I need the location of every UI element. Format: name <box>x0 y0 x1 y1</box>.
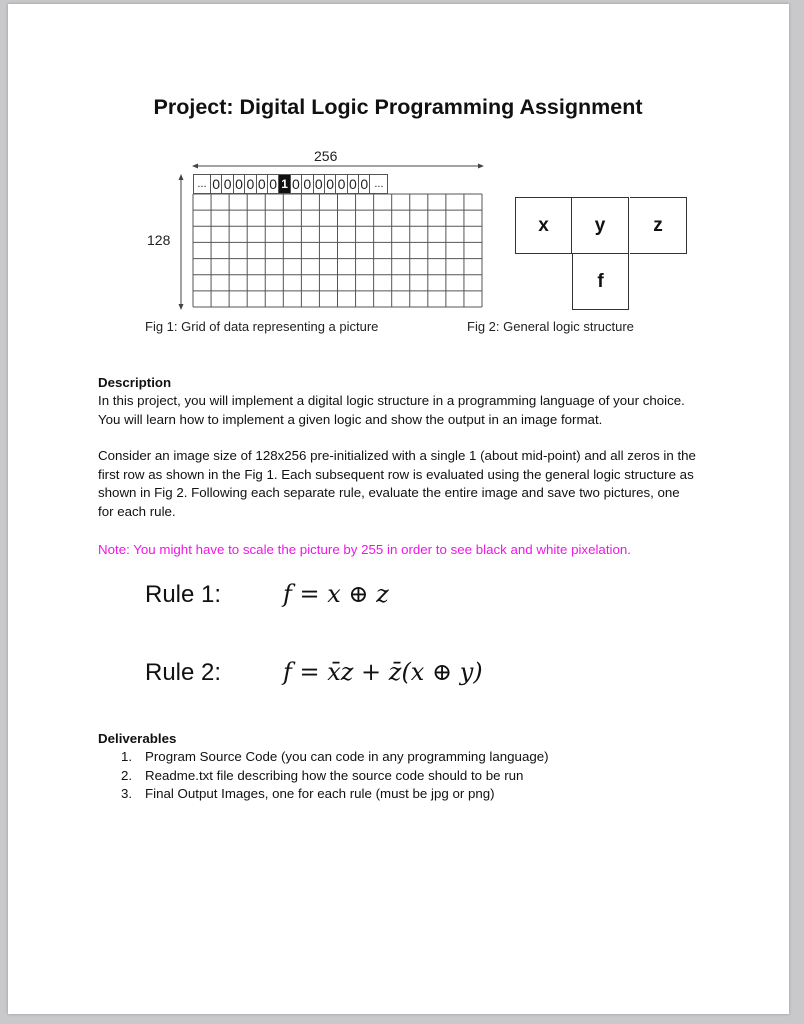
bit-cell: 0 <box>222 175 233 193</box>
page-title: Project: Digital Logic Programming Assignment <box>153 95 643 119</box>
bit-cell: 0 <box>325 175 336 193</box>
deliverable-item: 1. Program Source Code (you can code in any programming language) <box>121 749 549 764</box>
fig2-caption: Fig 2: General logic structure <box>467 319 634 334</box>
rule-2-label: Rule 2: <box>145 659 222 686</box>
bit-cell: 0 <box>302 175 313 193</box>
width-label: 256 <box>314 148 338 164</box>
bit-cell: 1 <box>279 175 290 193</box>
bit-cell: 0 <box>234 175 245 193</box>
bit-cell: 0 <box>257 175 268 193</box>
bit-cell: 0 <box>314 175 325 193</box>
rule-2-expression: f = x̄z + z̄(x ⊕ y) <box>283 658 483 686</box>
note-text: Note: You might have to scale the picture by 255 in order to see black and white pixelation. <box>98 542 631 557</box>
rule-1-label: Rule 1: <box>145 581 222 608</box>
bit-cell: 0 <box>291 175 302 193</box>
height-label: 128 <box>147 232 171 248</box>
deliverable-item: 2. Readme.txt file describing how the source code should to be run <box>121 767 524 783</box>
description-paragraph-2: Consider an image size of 128x256 pre-initialized with a single 1 (about mid-point) and all zeros in the first row as shown in the Fig 1. Each subsequent row is evaluated using the general logic structure as shown in Fig 2. Following each separate rule, evaluate the entire image and save two pictures, one for each rule. <box>98 448 696 519</box>
ellipsis-cell: ... <box>194 175 211 193</box>
deliverable-item: 3. Final Output Images, one for each rule (must be jpg or png) <box>121 786 495 801</box>
bit-cell: 0 <box>245 175 256 193</box>
description-paragraph-1: In this project, you will implement a digital logic structure in a programming language of your choice. You will learn how to implement a given logic and show the output in an image format. <box>98 393 685 427</box>
bit-cell: 0 <box>268 175 279 193</box>
deliverables-heading: Deliverables <box>98 731 177 746</box>
cell-z: z <box>630 197 687 254</box>
cell-x: x <box>515 197 572 254</box>
bit-cell: 0 <box>359 175 370 193</box>
cell-y: y <box>572 197 629 254</box>
rule-1-expression: f = x ⊕ z <box>283 580 389 608</box>
bit-cell: 0 <box>336 175 347 193</box>
bit-cell: 0 <box>211 175 222 193</box>
fig1-caption: Fig 1: Grid of data representing a picture <box>145 319 379 334</box>
ellipsis-cell: ... <box>374 178 384 190</box>
deliverables-list <box>121 748 549 804</box>
first-row-values <box>193 174 388 194</box>
bit-cell: 0 <box>348 175 359 193</box>
cell-f: f <box>572 253 629 310</box>
description-heading: Description <box>98 375 172 390</box>
